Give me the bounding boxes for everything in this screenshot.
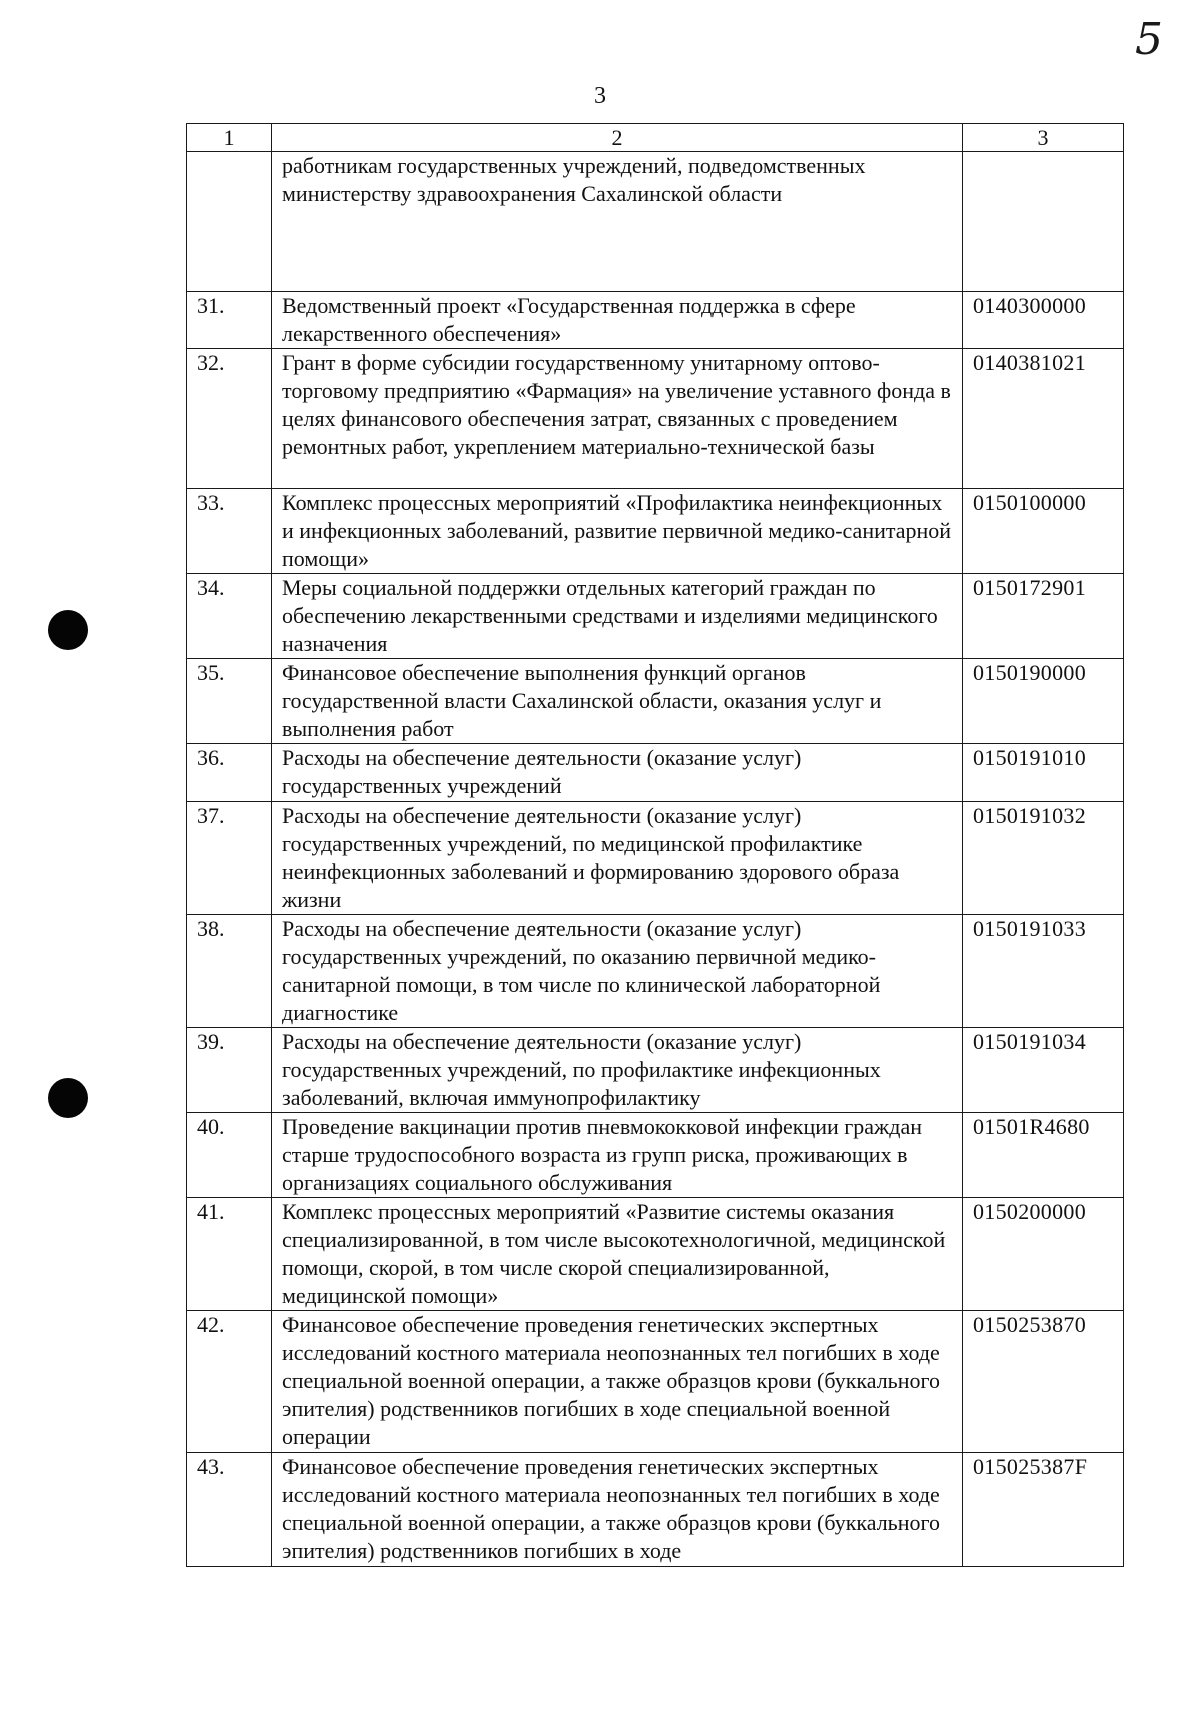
row-code: 0150191010 [963, 744, 1124, 802]
row-description: Меры социальной поддержки отдельных категорий граждан по обеспечению лекарственными средствами и изделиями медицинского назначения [272, 574, 963, 659]
table-row [187, 659, 1124, 744]
row-description: Грант в форме субсидии государственному унитарному оптово-торговому предприятию «Фармация» на увеличение уставного фонда в целях финансового обеспечения затрат, связанных с проведением ремонтных работ, укреплением материально-технической базы [272, 349, 963, 489]
row-number: 32. [187, 349, 272, 489]
row-code: 0150253870 [963, 1311, 1124, 1453]
handwritten-page-mark: 5 [1135, 14, 1163, 65]
row-description: Расходы на обеспечение деятельности (оказание услуг) государственных учреждений [272, 744, 963, 802]
column-header-number: 1 [187, 124, 272, 152]
row-number: 41. [187, 1198, 272, 1311]
punch-hole-mark [48, 610, 88, 650]
row-code: 0150191032 [963, 802, 1124, 915]
punch-hole-mark [48, 1078, 88, 1118]
table-row [187, 915, 1124, 1028]
row-description: работникам государственных учреждений, подведомственных министерству здравоохранения Сахалинской области [272, 152, 963, 292]
table-row [187, 349, 1124, 489]
row-description: Расходы на обеспечение деятельности (оказание услуг) государственных учреждений, по медицинской профилактике неинфекционных заболеваний и формированию здорового образа жизни [272, 802, 963, 915]
row-description: Комплекс процессных мероприятий «Развитие системы оказания специализированной, в том числе высокотехнологичной, медицинской помощи, скорой, в том числе скорой специализированной, медицинской помощи» [272, 1198, 963, 1311]
row-number: 40. [187, 1113, 272, 1198]
row-number: 36. [187, 744, 272, 802]
row-code: 0150172901 [963, 574, 1124, 659]
row-description: Ведомственный проект «Государственная поддержка в сфере лекарственного обеспечения» [272, 292, 963, 349]
column-header-name: 2 [272, 124, 963, 152]
table-row [187, 1311, 1124, 1453]
row-code: 0150100000 [963, 489, 1124, 574]
table-row [187, 1028, 1124, 1113]
column-header-code: 3 [963, 124, 1124, 152]
row-code: 0150190000 [963, 659, 1124, 744]
row-description: Финансовое обеспечение проведения генетических экспертных исследований костного материала неопознанных тел погибших в ходе специальной военной операции, а также образцов крови (буккального эпителия) родственников погибших в ходе специальной военной операции [272, 1311, 963, 1453]
row-description: Расходы на обеспечение деятельности (оказание услуг) государственных учреждений, по профилактике инфекционных заболеваний, включая иммунопрофилактику [272, 1028, 963, 1113]
table-row [187, 1198, 1124, 1311]
page-number: 3 [594, 83, 606, 109]
table-row [187, 744, 1124, 802]
table-row [187, 152, 1124, 292]
row-code: 0150191034 [963, 1028, 1124, 1113]
table-header-row [187, 124, 1124, 152]
row-number: 42. [187, 1311, 272, 1453]
row-number: 37. [187, 802, 272, 915]
row-number: 39. [187, 1028, 272, 1113]
row-number: 31. [187, 292, 272, 349]
row-code: 0140381021 [963, 349, 1124, 489]
row-description: Комплекс процессных мероприятий «Профилактика неинфекционных и инфекционных заболеваний, развитие первичной медико-санитарной помощи» [272, 489, 963, 574]
row-number: 34. [187, 574, 272, 659]
row-code: 0150191033 [963, 915, 1124, 1028]
row-code: 0140300000 [963, 292, 1124, 349]
row-number [187, 152, 272, 292]
row-code: 01501R4680 [963, 1113, 1124, 1198]
table-row [187, 489, 1124, 574]
row-description: Расходы на обеспечение деятельности (оказание услуг) государственных учреждений, по оказанию первичной медико-санитарной помощи, в том числе по клинической лабораторной диагностике [272, 915, 963, 1028]
row-number: 33. [187, 489, 272, 574]
row-description: Проведение вакцинации против пневмококковой инфекции граждан старше трудоспособного возраста из групп риска, проживающих в организациях социального обслуживания [272, 1113, 963, 1198]
table-row [187, 292, 1124, 349]
table-row [187, 1453, 1124, 1567]
budget-classification-table [186, 123, 1124, 1567]
row-number: 35. [187, 659, 272, 744]
row-description: Финансовое обеспечение выполнения функций органов государственной власти Сахалинской области, оказания услуг и выполнения работ [272, 659, 963, 744]
row-code: 0150200000 [963, 1198, 1124, 1311]
row-code [963, 152, 1124, 292]
row-number: 43. [187, 1453, 272, 1567]
row-code: 015025387F [963, 1453, 1124, 1567]
row-description: Финансовое обеспечение проведения генетических экспертных исследований костного материала неопознанных тел погибших в ходе специальной военной операции, а также образцов крови (буккального эпителия) родственников погибших в ходе [272, 1453, 963, 1567]
row-number: 38. [187, 915, 272, 1028]
table-row [187, 574, 1124, 659]
table-row [187, 1113, 1124, 1198]
table-row [187, 802, 1124, 915]
